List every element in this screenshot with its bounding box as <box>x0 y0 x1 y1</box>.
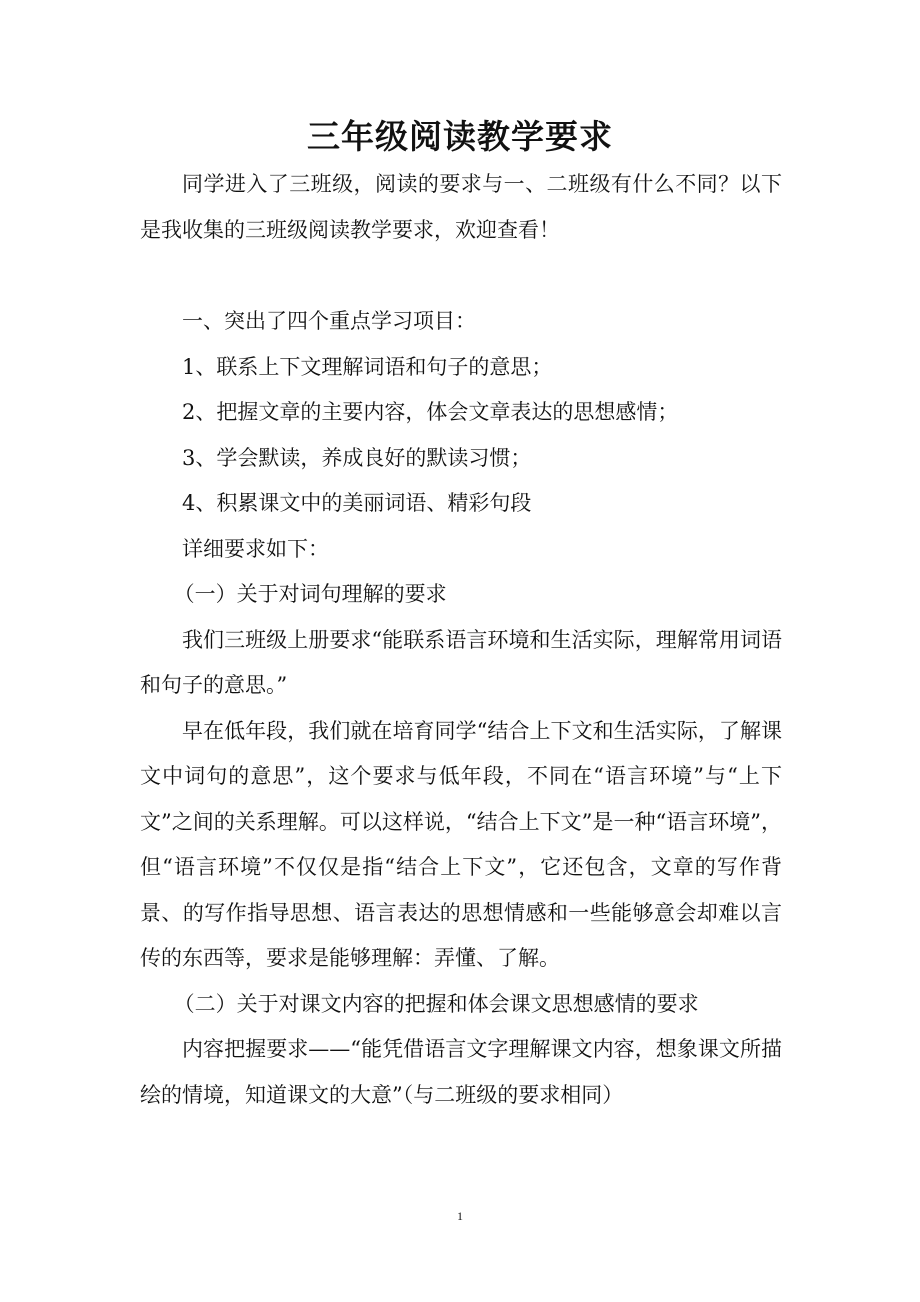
subsection-one-heading: （一）关于对词句理解的要求 <box>173 582 447 606</box>
subsection-two-paragraph-1: 内容把握要求——“能凭借语言文字理解课文内容，想象课文所描绘的情境，知道课文的大意”（与二班级的要求相同） <box>140 1037 782 1107</box>
list-item: 4、积累课文中的美丽词语、精彩句段 <box>182 491 532 515</box>
document-title: 三年级阅读教学要求 <box>307 117 613 156</box>
document-body <box>140 162 782 1118</box>
section-one-heading: 一、突出了四个重点学习项目： <box>182 309 476 333</box>
page-number: 1 <box>457 1209 463 1223</box>
subsection-one-paragraph-2: 早在低年段，我们就在培育同学“结合上下文和生活实际，了解课文中词句的意思”，这个要求与低年段，不同在“语言环境”与“上下文”之间的关系理解。可以这样说，“结合上下文”是一种“语言环境”，但“语言环境”不仅仅是指“结合上下文”，它还包含，文章的写作背景、的写作指导思想、语言表达的思想情感和一些能够意会却难以言传的东西等，要求是能够理解：弄懂、了解。 <box>140 718 782 970</box>
subsection-two-heading: （二）关于对课文内容的把握和体会课文思想感情的要求 <box>173 991 699 1016</box>
list-item: 3、学会默读，养成良好的默读习惯； <box>182 445 532 470</box>
subsection-one-paragraph-1: 我们三班级上册要求“能联系语言环境和生活实际，理解常用词语和句子的意思。” <box>140 627 782 697</box>
details-intro: 详细要求如下： <box>182 536 329 561</box>
list-item: 1、联系上下文理解词语和句子的意思； <box>182 354 553 379</box>
blank-line <box>140 253 782 299</box>
intro-paragraph: 同学进入了三班级，阅读的要求与一、二班级有什么不同？以下是我收集的三班级阅读教学要求，欢迎查看！ <box>140 172 782 242</box>
list-item: 2、把握文章的主要内容，体会文章表达的思想感情； <box>182 400 679 424</box>
